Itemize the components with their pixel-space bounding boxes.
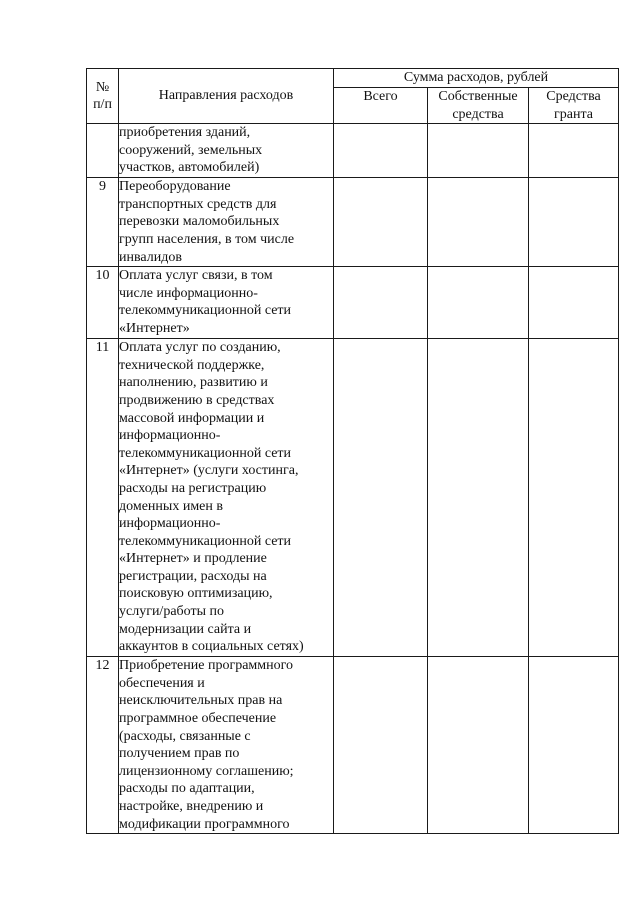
header-sum: Сумма расходов, рублей [334, 69, 619, 88]
cell-own [428, 178, 529, 267]
cell-grant [529, 178, 619, 267]
cell-total [334, 124, 428, 178]
table-row [87, 657, 619, 834]
row-direction: приобретения зданий, сооружений, земельных участков, автомобилей) [119, 124, 334, 178]
row-number: 9 [87, 178, 119, 267]
row-number: 11 [87, 339, 119, 657]
table-row [87, 339, 619, 657]
cell-grant [529, 339, 619, 657]
row-direction: Приобретение программного обеспечения и неисключительных прав на программное обеспечение (расходы, связанные с получением прав по лицензионному соглашению; расходы по адаптации, настройке, внедрению и модификации программного [119, 657, 334, 834]
row-number [87, 124, 119, 178]
cell-grant [529, 657, 619, 834]
cell-own [428, 124, 529, 178]
cell-own [428, 657, 529, 834]
row-direction: Оплата услуг связи, в том числе информационно- телекоммуникационной сети «Интернет» [119, 267, 334, 339]
table-row [87, 267, 619, 339]
row-number: 10 [87, 267, 119, 339]
cell-own [428, 339, 529, 657]
cell-total [334, 657, 428, 834]
cell-total [334, 267, 428, 339]
header-num: № п/п [87, 69, 119, 124]
row-number: 12 [87, 657, 119, 834]
header-total: Всего [334, 88, 428, 124]
cell-own [428, 267, 529, 339]
header-row-top [87, 69, 619, 88]
cell-total [334, 339, 428, 657]
row-direction: Переоборудование транспортных средств для перевозки маломобильных групп населения, в том числе инвалидов [119, 178, 334, 267]
header-direction: Направления расходов [119, 69, 334, 124]
row-direction: Оплата услуг по созданию, технической поддержке, наполнению, развитию и продвижению в средствах массовой информации и информационно- телекоммуникационной сети «Интернет» (услуги хостинга, расходы на регистрацию доменных имен в информационно- телекоммуникационной сети «Интернет» и продление регистрации, расходы на поисковую оптимизацию, услуги/работы по модернизации сайта и аккаунтов в социальных сетях) [119, 339, 334, 657]
header-own: Собственные средства [428, 88, 529, 124]
cell-grant [529, 267, 619, 339]
table-row [87, 124, 619, 178]
expense-table [86, 68, 619, 834]
header-grant: Средства гранта [529, 88, 619, 124]
table-row [87, 178, 619, 267]
cell-total [334, 178, 428, 267]
cell-grant [529, 124, 619, 178]
